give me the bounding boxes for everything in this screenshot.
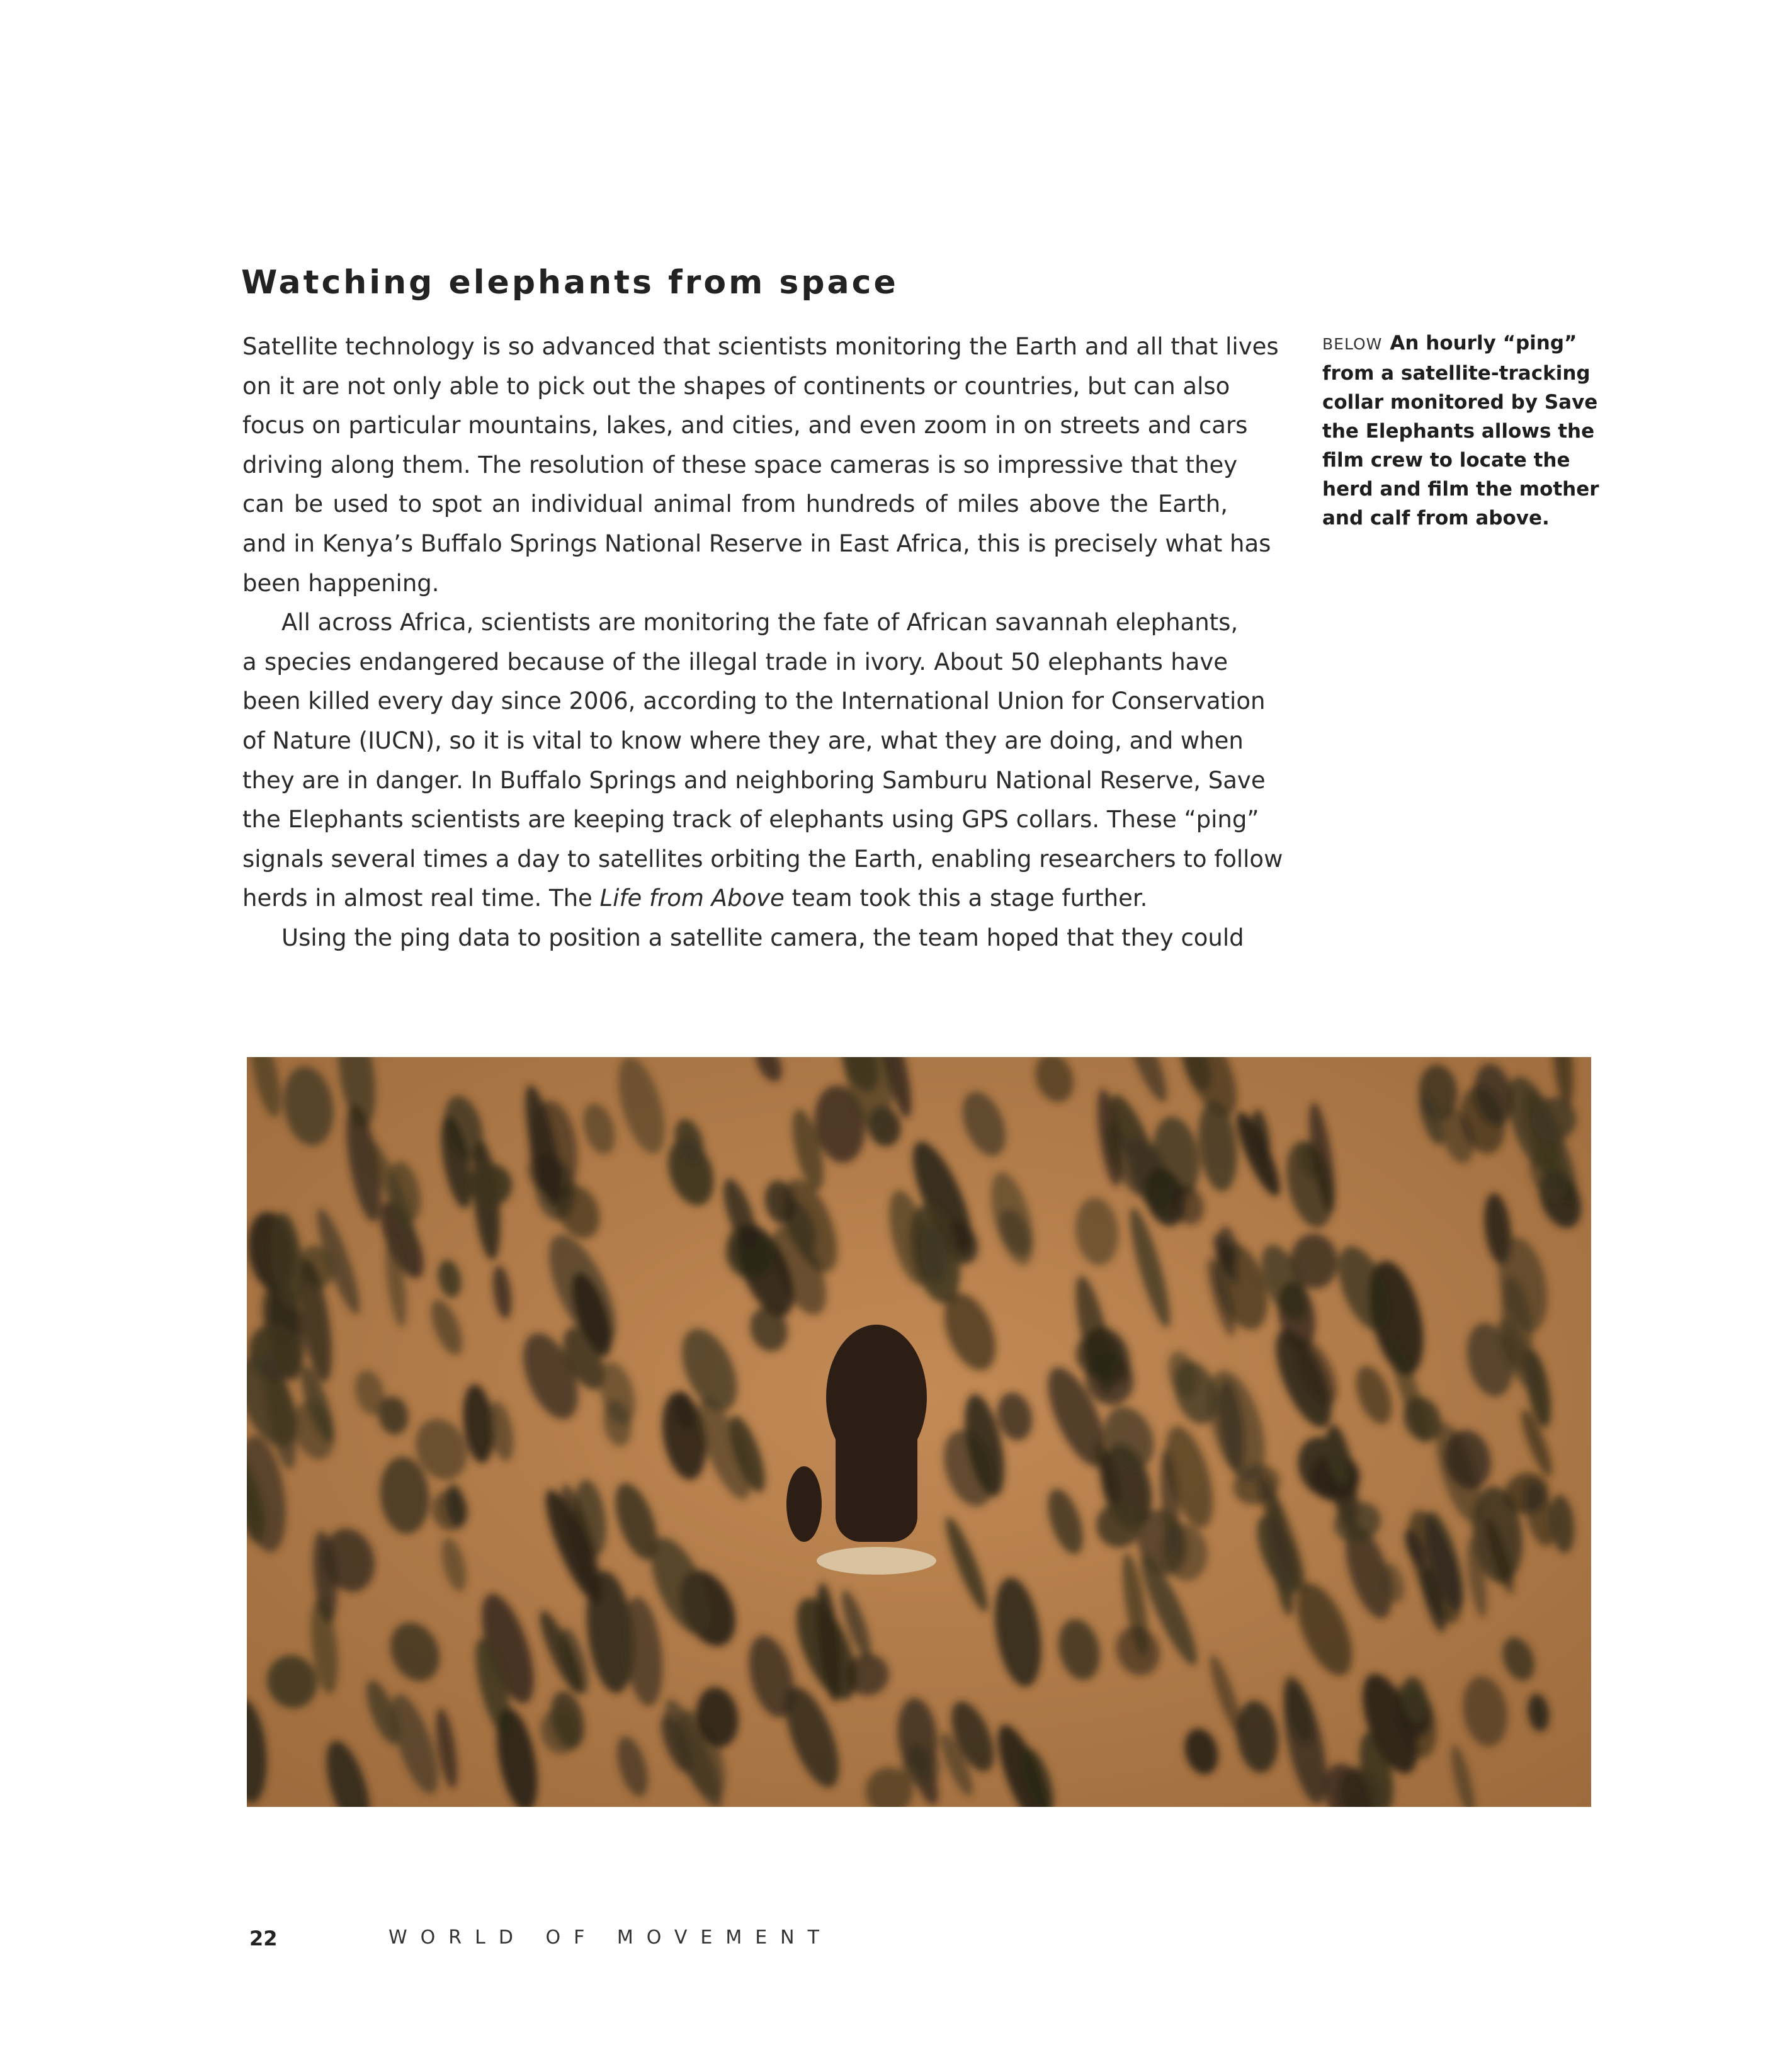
body-line: the Elephants scientists are keeping track of elephants using GPS collars. These “ping” xyxy=(242,806,1259,834)
body-line: focus on particular mountains, lakes, and cities, and even zoom in on streets and cars xyxy=(242,412,1248,439)
paragraph-1 xyxy=(242,327,1279,603)
article-title: Watching elephants from space xyxy=(241,263,899,302)
text-run: herds in almost real time. The xyxy=(242,885,600,912)
body-line: on it are not only able to pick out the shapes of continents or countries, but can also xyxy=(242,372,1230,400)
body-line: they are in danger. In Buffalo Springs and neighboring Samburu National Reserve, Save xyxy=(242,766,1266,794)
paragraph-2 xyxy=(242,603,1283,919)
body-line: a species endangered because of the illegal trade in ivory. About 50 elephants have xyxy=(242,648,1228,676)
body-line: been happening. xyxy=(242,569,439,597)
photo-caption xyxy=(1322,329,1625,533)
caption-text: An hourly “ping” from a satellite-tracking collar monitored by Save the Elephants allows the film crew to locate the herd and film the mother and calf from above. xyxy=(1322,332,1599,529)
body-line: driving along them. The resolution of these space cameras is so impressive that they xyxy=(242,451,1238,478)
body-line: of Nature (IUCN), so it is vital to know where they are, what they are doing, and when xyxy=(242,727,1244,754)
page-number: 22 xyxy=(249,1927,278,1950)
body-line: and in Kenya’s Buffalo Springs National Reserve in East Africa, this is precisely what has xyxy=(242,529,1271,557)
text-run: team took this a stage further. xyxy=(784,885,1148,912)
paragraph-3 xyxy=(242,919,1244,958)
body-line: been killed every day since 2006, according to the International Union for Conservation xyxy=(242,688,1266,715)
caption-label: BELOW xyxy=(1322,335,1383,353)
aerial-elephant-photo xyxy=(247,1057,1591,1807)
article-body xyxy=(242,327,1283,958)
running-head: WORLD OF MOVEMENT xyxy=(388,1927,832,1949)
savanna-image xyxy=(247,1057,1591,1807)
film-title: Life from Above xyxy=(599,885,785,912)
body-line xyxy=(242,879,1228,919)
body-line: can be used to spot an individual animal from hundreds of miles above the Earth, xyxy=(242,490,1228,518)
body-line: All across Africa, scientists are monitoring the fate of African savannah elephants, xyxy=(281,609,1239,637)
body-line: Using the ping data to position a satellite camera, the team hoped that they could xyxy=(281,924,1244,951)
body-line: Satellite technology is so advanced that scientists monitoring the Earth and all that lives xyxy=(242,333,1279,360)
body-line: signals several times a day to satellites orbiting the Earth, enabling researchers to follow xyxy=(242,845,1283,873)
